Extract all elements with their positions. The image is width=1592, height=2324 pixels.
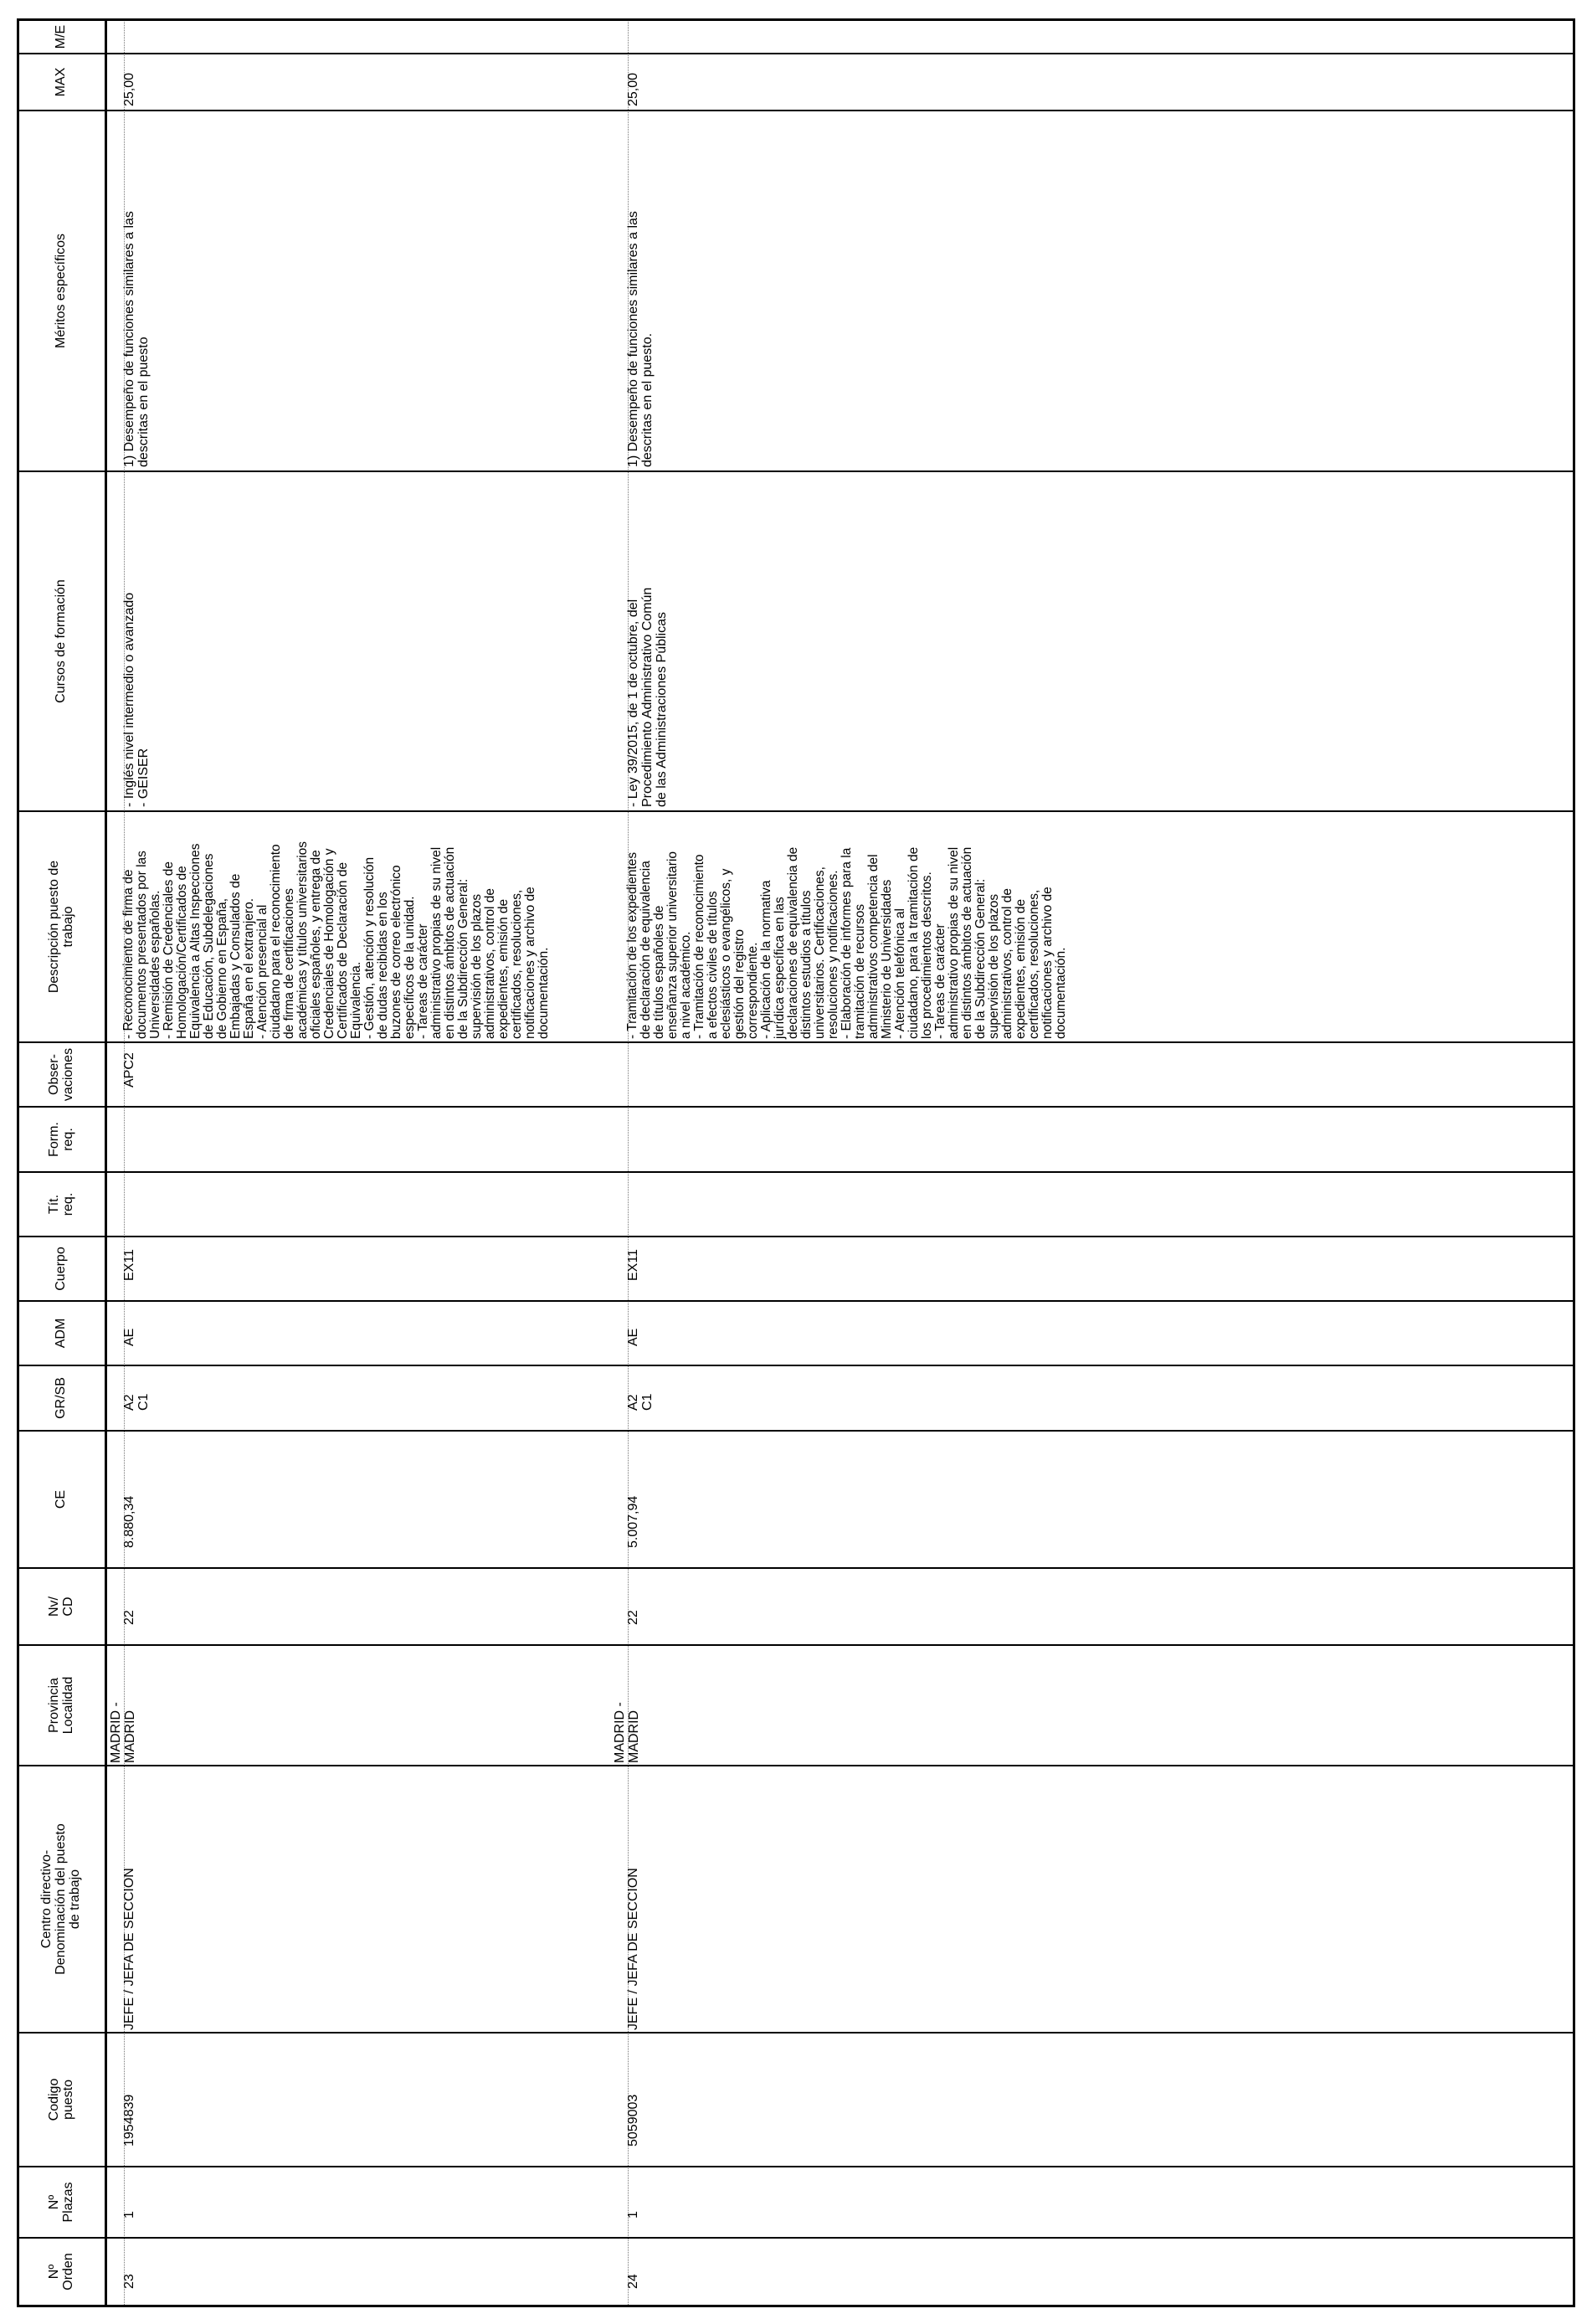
col-line	[17, 2032, 1575, 2034]
col-line	[17, 1106, 1575, 1108]
cell-plazas: 1	[122, 2211, 136, 2219]
col-line	[17, 110, 1575, 111]
header-cuerpo: Cuerpo	[54, 1247, 68, 1291]
header-form: Form. req.	[46, 1122, 75, 1157]
header-cursos: Cursos de formación	[54, 579, 68, 703]
col-line	[17, 810, 1575, 812]
header-meritos: Méritos específicos	[54, 234, 68, 348]
header-obs: Obser- vaciones	[46, 1047, 75, 1102]
cell-centro: JEFE / JEFA DE SECCION	[122, 1868, 136, 2030]
col-line	[17, 1041, 1575, 1043]
cell-cursos: - Ley 39/2015, de 1 de octubre, del Procedimiento Administrativo Común de las Administraciones Públicas	[626, 587, 669, 807]
cell-nivel: 22	[626, 1610, 640, 1625]
col-line	[17, 1236, 1575, 1237]
header-max: MAX	[54, 67, 68, 97]
cell-ce: 8.880,34	[122, 1495, 136, 1548]
cell-grsb: A2 C1	[122, 1393, 151, 1411]
cell-grsb: A2 C1	[626, 1393, 655, 1411]
header-ce: CE	[54, 1489, 68, 1509]
header-adm: ADM	[54, 1318, 68, 1349]
header-bottom-border	[105, 18, 107, 2307]
header-grsb: GR/SB	[54, 1377, 68, 1419]
cell-descripcion: - Reconocimiento de firma de documentos presentados por las Universidades españolas. - Remisión de Credenciales de Homologación/Certificados de Equivalencia a Altas Inspecciones de Educación, Subdelegaciones de Gobierno en España, Embajadas y Consulados de España en el extranjero. - Atención presencial al ciudadano para el reconocimiento de firma de certificaciones académicas y títulos universitarios oficiales españoles, y entrega de Credenciales de Homologación y Certificados de Declaración de Equivalencia. - Gestión, atención y resolución de dudas recibidas en los buzones de correo electrónico específicos de la unidad. - Tareas de carácter administrativo propias de su nivel en distintos ámbitos de actuación de la Subdirección General: supervisión de los plazos administrativos, control de expedientes, emisión de certificados, resoluciones, notificaciones y archivo de documentación.	[121, 841, 551, 1039]
header-descripcion: Descripción puesto de trabajo	[46, 860, 75, 994]
cell-descripcion: - Tramitación de los expedientes de declaración de equivalencia de títulos españoles de enseñanza superior universitario a nivel académico. - Tramitación de reconocimiento a efectos civiles de títulos eclesiásticos o evangélicos, y gestión del registro correspondiente. - Aplicación de la normativa jurídica específica en las declaraciones de equivalencia de distintos estudios a títulos universitarios. Certificaciones, resoluciones y notificaciones. - Elaboración de informes para la tramitación de recursos administrativos competencia del Ministerio de Universidades - Atención telefónica al ciudadano, para la tramitación de los procedimientos descritos. - Tareas de carácter administrativo propias de su nivel en distintos ámbitos de actuación de la Subdirección General: supervisión de los plazos administrativos, control de expedientes, emisión de certificados, resoluciones, notificaciones y archivo de documentación.	[625, 846, 1068, 1039]
col-line	[17, 2237, 1575, 2239]
cell-nivel: 22	[122, 1610, 136, 1625]
cell-obs: APC2	[122, 1052, 136, 1087]
header-tit: Tít. req.	[46, 1192, 75, 1216]
positions-table	[17, 18, 1575, 2307]
header-centro: Centro directivo- Denominación del puesto de trabajo	[39, 1823, 82, 1975]
cell-orden: 24	[626, 2274, 640, 2289]
col-line	[17, 1365, 1575, 1366]
cell-cuerpo: EX11	[626, 1249, 640, 1281]
cell-meritos: 1) Desempeño de funciones similares a las descritas en el puesto.	[626, 211, 655, 467]
cell-max: 25,00	[626, 72, 640, 106]
col-line	[17, 2305, 1575, 2307]
cell-provincia: MADRID - MADRID	[613, 1702, 641, 1763]
col-line	[17, 1644, 1575, 1646]
cell-orden: 23	[122, 2274, 136, 2289]
cell-adm: AE	[122, 1328, 136, 1346]
header-codigo: Codigo puesto	[46, 2078, 75, 2121]
table-bottom-border	[1573, 18, 1575, 2307]
cell-plazas: 1	[626, 2211, 640, 2219]
cell-provincia: MADRID - MADRID	[109, 1702, 137, 1763]
header-provincia: Provincia Localidad	[46, 1676, 75, 1735]
header-me: M/E	[54, 24, 68, 49]
header-orden: Nº Orden	[46, 2253, 75, 2291]
col-line	[17, 2166, 1575, 2167]
cell-codigo: 1954839	[122, 2094, 136, 2147]
col-line	[17, 1765, 1575, 1766]
cell-ce: 5.007,94	[626, 1495, 640, 1548]
cell-codigo: 5059003	[626, 2094, 640, 2147]
table-top-border	[17, 18, 19, 2307]
cell-adm: AE	[626, 1328, 640, 1346]
col-line	[17, 53, 1575, 54]
cell-max: 25,00	[122, 72, 136, 106]
cell-cursos: - Inglés nivel intermedio o avanzado - GEISER	[122, 592, 151, 807]
col-line	[17, 18, 1575, 21]
col-line	[17, 470, 1575, 472]
col-line	[17, 1300, 1575, 1302]
cell-meritos: 1) Desempeño de funciones similares a las descritas en el puesto	[122, 211, 151, 467]
cell-centro: JEFE / JEFA DE SECCION	[626, 1868, 640, 2030]
cell-cuerpo: EX11	[122, 1249, 136, 1281]
header-plazas: Nº Plazas	[46, 2182, 75, 2223]
header-nivel: Nv/ CD	[46, 1596, 75, 1617]
col-line	[17, 1171, 1575, 1173]
col-line	[17, 1567, 1575, 1569]
col-line	[17, 1430, 1575, 1432]
